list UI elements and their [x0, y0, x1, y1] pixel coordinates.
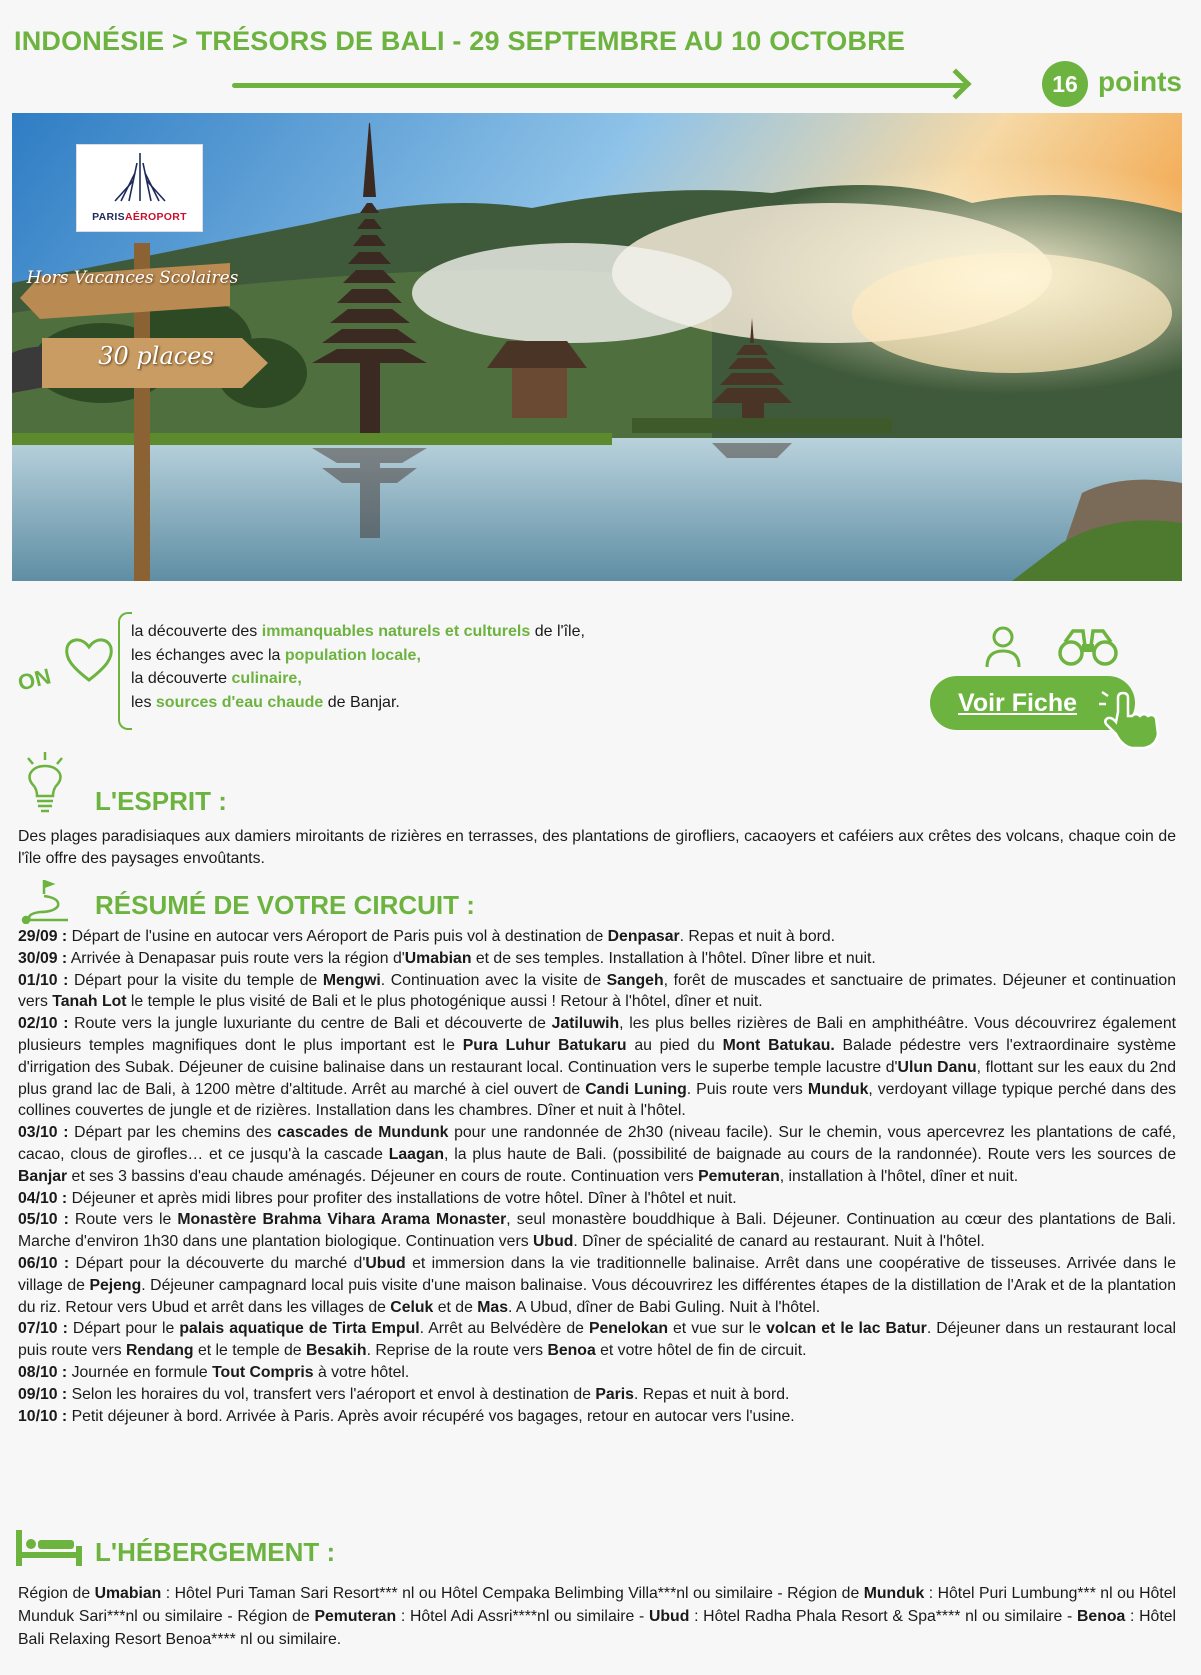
esprit-text: Des plages paradisiaques aux damiers miroitants de rizières en terrasses, des plantations de girofliers, cacaoyers et caféiers aux crêtes des volcans, chaque coin de l'île offre des paysages envoûtants. — [18, 828, 1176, 867]
logo-text: PARISAÉROPORT — [92, 211, 187, 223]
hebergement-text — [18, 1582, 1176, 1651]
day-text: . Déjeuner dans un restaurant local puis route vers — [18, 1320, 1177, 1360]
day-text: . Dîner de spécialité de canard au restaurant. Nuit à l'hôtel. — [573, 1233, 985, 1251]
place-name: Besakih — [305, 1342, 367, 1360]
day-text: Route vers le — [68, 1211, 178, 1229]
place-name: Denpasar — [607, 928, 680, 945]
day-text: , la plus haute de Bali. (possibilité de baignade au cours de la randonnée). Route vers les sources de — [444, 1145, 1176, 1163]
day-text: et le temple de — [193, 1342, 306, 1360]
voir-fiche-button[interactable]: Voir Fiche — [930, 676, 1135, 730]
hotel-text: : Hôtel Puri Taman Sari Resort*** nl ou Hôtel Cempaka Belimbing Villa***nl ou similaire - Région de — [161, 1585, 864, 1602]
day-date: 02/10 : — [18, 1015, 69, 1033]
itinerary-day — [18, 1253, 1176, 1318]
highlight-pre: les échanges avec la — [131, 646, 285, 664]
day-text: Balade pédestre vers l'extraordinaire système d'irrigation des Subak. Déjeuner de cuisine balinaise dans un restaurant local. Continuation vers le superbe temple lacustre d' — [18, 1036, 1176, 1076]
region-name: Ubud — [648, 1608, 690, 1625]
highlight-keyword: sources d'eau chaude — [155, 693, 324, 711]
day-text: Départ par les chemins des — [68, 1124, 278, 1142]
day-text: et vue sur le — [667, 1320, 767, 1338]
day-text: Déjeuner et après midi libres pour profiter des installations de votre hôtel. Dîner à l'hôtel et nuit. — [67, 1189, 737, 1207]
day-text: . Déjeuner campagnard local puis visite d'une maison balinaise. Vous découvrirez les différentes étapes de la distillation de l'Arak et de la plantation du riz. Retour vers Ubud et arrêt dans les villages de — [18, 1276, 1176, 1316]
day-text: et de — [433, 1298, 478, 1316]
itinerary-day — [18, 1188, 1176, 1210]
place-name: Umabian — [404, 949, 472, 967]
itinerary-day — [18, 1384, 1176, 1406]
highlight-keyword: culinaire, — [231, 670, 302, 687]
route-icon — [20, 878, 72, 924]
day-text: . Continuation avec la visite de — [380, 971, 607, 989]
itinerary-day — [18, 970, 1176, 1014]
highlight-post: de l'île, — [530, 623, 585, 640]
region-name: Pemuteran — [314, 1608, 397, 1625]
hotel-text: : Hôtel Bali Relaxing Resort Benoa**** nl ou similaire. — [18, 1608, 1177, 1648]
paris-aeroport-logo — [76, 144, 203, 232]
resume-title: RÉSUMÉ DE VOTRE CIRCUIT : — [95, 890, 475, 920]
place-name: Candi Luning — [585, 1080, 687, 1098]
day-date: 01/10 : — [18, 971, 69, 989]
itinerary-day — [18, 1362, 1176, 1384]
day-text: et ses 3 bassins d'eau chaude aménagés. Déjeuner en cours de route. Continuation vers — [67, 1167, 699, 1185]
day-text: pour une randonnée de 2h30 (niveau facile). Sur le chemin, vous apercevrez les plantations de café, cacao, clous de girofles… et ce jusqu'à la cascade — [18, 1124, 1176, 1163]
day-text: , seul monastère bouddhique à Bali. Déjeuner. Continuation au cœur des plantations de Bali. Marche d'environ 1h30 dans une plantation biologique. Continuation vers — [18, 1211, 1176, 1251]
day-text: , forêt de muscades et sanctuaire de primates. Déjeuner et continuation vers — [18, 971, 1177, 1011]
itinerary-day — [18, 926, 1176, 948]
highlight-pre: la découverte — [131, 670, 232, 687]
day-date: 07/10 : — [18, 1320, 68, 1338]
day-date: 09/10 : — [18, 1385, 68, 1403]
heart-icon — [62, 634, 116, 686]
place-name: Tout Compris — [212, 1363, 314, 1381]
itinerary-day — [18, 1122, 1176, 1187]
region-name: Munduk — [863, 1585, 925, 1602]
place-name: Ulun Danu — [897, 1058, 977, 1076]
day-date: 30/09 : — [18, 949, 68, 967]
place-name: Ubud — [533, 1233, 574, 1251]
day-date: 08/10 : — [18, 1363, 68, 1381]
highlight-line — [131, 620, 585, 644]
day-date: 10/10 : — [18, 1407, 68, 1425]
on-label: ON — [15, 663, 54, 696]
highlight-line — [131, 644, 585, 668]
day-text: . Repas et nuit à bord. — [679, 928, 836, 945]
day-date: 06/10 : — [18, 1254, 70, 1272]
day-text: . Repas et nuit à bord. — [633, 1385, 790, 1403]
place-name: Rendang — [126, 1342, 194, 1360]
day-text: , les plus belles rizières de Bali en amphithéâtre. Vous découvrirez également plusieurs temples magnifiques dont le plus important est le — [18, 1015, 1177, 1054]
highlight-pre: la découverte des — [131, 623, 262, 640]
place-name: Celuk — [390, 1298, 434, 1316]
place-name: Pemuteran — [698, 1167, 780, 1185]
sign-hors-vacances: Hors Vacances Scolaires — [26, 268, 239, 288]
day-text: , verdoyant village typique perché dans des collines couvertes de jungle et de rizières. Installation dans les chambres. Dîner et nuit à l'hôtel. — [18, 1080, 1177, 1120]
day-text: Petit déjeuner à bord. Arrivée à Paris. Après avoir récupéré vos bagages, retour en autocar vers l'usine. — [67, 1407, 795, 1425]
person-icon — [984, 625, 1022, 669]
itinerary-day — [18, 948, 1176, 970]
place-name: Laagan — [388, 1145, 445, 1163]
day-date: 03/10 : — [18, 1124, 69, 1142]
day-text: Départ de l'usine en autocar vers Aéroport de Paris puis vol à destination de — [67, 928, 608, 945]
binoculars-icon — [1057, 628, 1119, 668]
day-text: Départ pour la visite du temple de — [68, 971, 323, 989]
day-text: le temple le plus visité de Bali et le plus photogénique aussi ! Retour à l'hôtel, dîner et nuit. — [126, 993, 763, 1011]
itinerary-day — [18, 1318, 1176, 1362]
itinerary-day — [18, 1013, 1176, 1122]
itinerary-day — [18, 1406, 1176, 1428]
place-name: Paris — [595, 1385, 634, 1403]
hand-click-icon — [1098, 690, 1172, 752]
place-name: Mengwi — [322, 971, 381, 989]
day-text: . Puis route vers — [686, 1080, 808, 1098]
day-text: Départ pour le — [67, 1320, 180, 1338]
place-name: Sangeh — [606, 971, 664, 989]
day-date: 05/10 : — [18, 1211, 69, 1229]
hotel-text: Région de — [18, 1585, 95, 1602]
place-name: Benoa — [547, 1342, 596, 1360]
region-name: Umabian — [94, 1585, 162, 1602]
highlight-keyword: population locale, — [284, 646, 421, 664]
arrow-right-icon — [232, 83, 967, 88]
day-text: et de ses temples. Installation à l'hôtel. Dîner libre et nuit. — [471, 949, 876, 967]
day-date: 29/09 : — [18, 928, 68, 945]
place-name: Tanah Lot — [52, 993, 127, 1011]
esprit-title: L'ESPRIT : — [95, 786, 227, 816]
highlight-line — [131, 691, 585, 715]
day-text: Journée en formule — [67, 1363, 213, 1381]
sign-places: 30 places — [98, 342, 214, 370]
hebergement-title: L'HÉBERGEMENT : — [95, 1537, 336, 1567]
day-text: , installation à l'hôtel, dîner et nuit. — [779, 1167, 1019, 1185]
day-text: Route vers la jungle luxuriante du centre de Bali et découverte de — [68, 1015, 552, 1033]
page-title: INDONÉSIE > TRÉSORS DE BALI - 29 SEPTEMBRE AU 10 OCTOBRE — [14, 26, 906, 56]
itinerary-day — [18, 1209, 1176, 1253]
highlight-post: de Banjar. — [323, 693, 400, 711]
place-name: Munduk — [807, 1080, 869, 1098]
points-badge: 16 — [1042, 61, 1088, 107]
day-text: . Reprise de la route vers — [366, 1342, 548, 1360]
place-name: Penelokan — [588, 1320, 668, 1338]
on-highlights — [131, 620, 585, 714]
day-text: . Arrêt au Belvédère de — [419, 1320, 589, 1338]
place-name: cascades de Mundunk — [277, 1124, 449, 1142]
brace — [118, 612, 132, 730]
day-text: Arrivée à Denapasar puis route vers la région d' — [67, 949, 405, 967]
day-text: à votre hôtel. — [313, 1363, 410, 1381]
place-name: Banjar — [18, 1167, 68, 1185]
place-name: Ubud — [365, 1254, 406, 1272]
highlight-line — [131, 667, 585, 691]
day-text: . A Ubud, dîner de Babi Guling. Nuit à l'hôtel. — [507, 1298, 821, 1316]
place-name: Pura Luhur Batukaru — [462, 1036, 627, 1054]
day-text: , flottant sur les eaux du 2nd plus grand lac de Bali, à 1200 mètre d'altitude. Arrêt au marché à ciel ouvert de — [18, 1058, 1176, 1098]
place-name: Pejeng — [89, 1276, 142, 1294]
highlight-keyword: immanquables naturels et culturels — [261, 623, 531, 640]
place-name: Mont Batukau. — [722, 1036, 835, 1054]
hotel-text: : Hôtel Adi Assri****nl ou similaire - — [396, 1608, 649, 1625]
itinerary-list — [18, 926, 1176, 1427]
place-name: Mas — [477, 1298, 508, 1316]
place-name: Jatiluwih — [551, 1015, 620, 1033]
points-label: points — [1098, 66, 1182, 97]
day-text: et votre hôtel de fin de circuit. — [595, 1342, 807, 1360]
bed-icon — [14, 1528, 84, 1568]
lightbulb-icon — [20, 750, 70, 816]
highlight-pre: les — [131, 693, 156, 711]
day-text: Départ pour la découverte du marché d' — [69, 1254, 366, 1272]
place-name: Monastère Brahma Vihara Arama Monaster — [177, 1211, 507, 1229]
day-date: 04/10 : — [18, 1189, 68, 1207]
hotel-text: : Hôtel Puri Lumbung*** nl ou Hôtel Munduk Sari***nl ou similaire - Région de — [18, 1585, 1176, 1625]
arrow-head — [940, 68, 971, 99]
region-name: Benoa — [1077, 1608, 1126, 1625]
hotel-text: : Hôtel Radha Phala Resort & Spa**** nl ou similaire - — [689, 1608, 1078, 1625]
day-text: au pied du — [626, 1036, 723, 1054]
place-name: palais aquatique de Tirta Empul — [179, 1320, 420, 1338]
day-text: et immersion dans la vie traditionnelle balinaise. Arrêt dans une coopérative de tisseuses. Arrivée dans le village de — [18, 1254, 1176, 1294]
place-name: volcan et le lac Batur — [766, 1320, 927, 1338]
day-text: Selon les horaires du vol, transfert vers l'aéroport et envol à destination de — [67, 1385, 596, 1403]
